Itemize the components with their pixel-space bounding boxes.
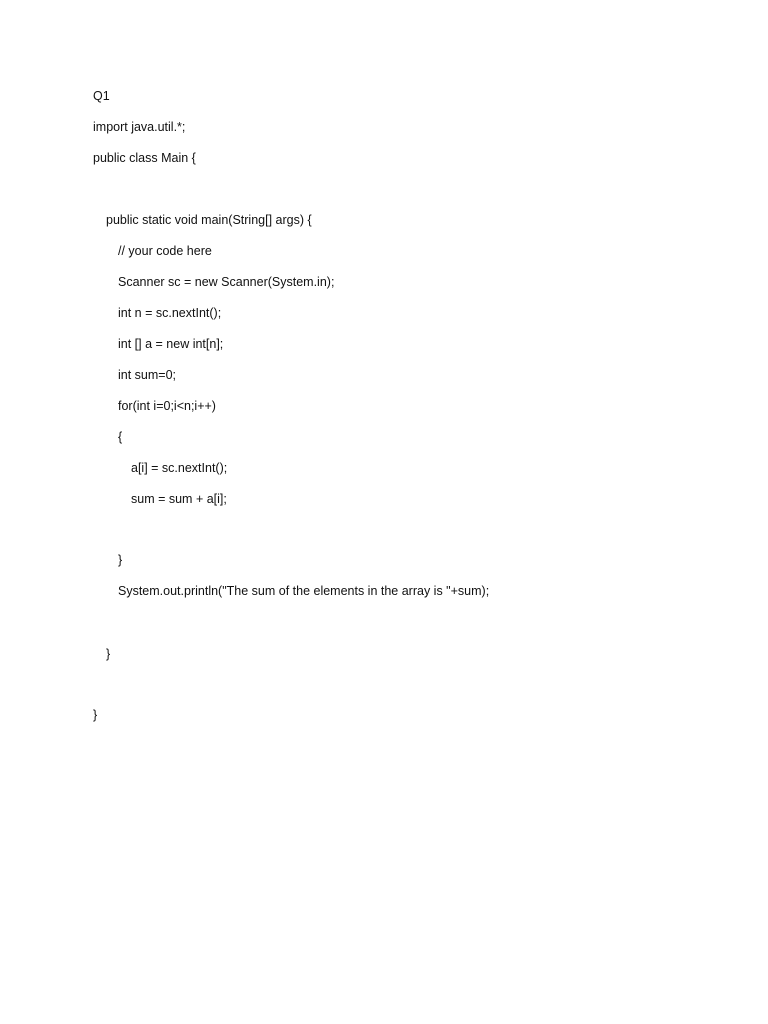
code-line-main-decl: public static void main(String[] args) { [106, 213, 312, 227]
code-line-read-n: int n = sc.nextInt(); [118, 306, 222, 320]
code-line-class-decl: public class Main { [93, 151, 196, 165]
code-line-sum-init: int sum=0; [118, 368, 177, 382]
code-line-close-class: } [93, 708, 98, 722]
code-line-comment: // your code here [118, 244, 212, 258]
code-line-println: System.out.println("The sum of the elements in the array is "+sum); [118, 584, 490, 598]
code-line-accumulate: sum = sum + a[i]; [131, 492, 227, 506]
code-line-array-decl: int [] a = new int[n]; [118, 337, 224, 351]
code-line-import: import java.util.*; [93, 120, 186, 134]
question-label: Q1 [93, 89, 110, 103]
code-line-close-main: } [106, 647, 111, 661]
code-line-close-loop: } [118, 553, 123, 567]
code-line-read-element: a[i] = sc.nextInt(); [131, 461, 228, 475]
code-line-open-brace: { [118, 430, 123, 444]
code-line-for-loop: for(int i=0;i<n;i++) [118, 399, 216, 413]
code-line-scanner: Scanner sc = new Scanner(System.in); [118, 275, 335, 289]
